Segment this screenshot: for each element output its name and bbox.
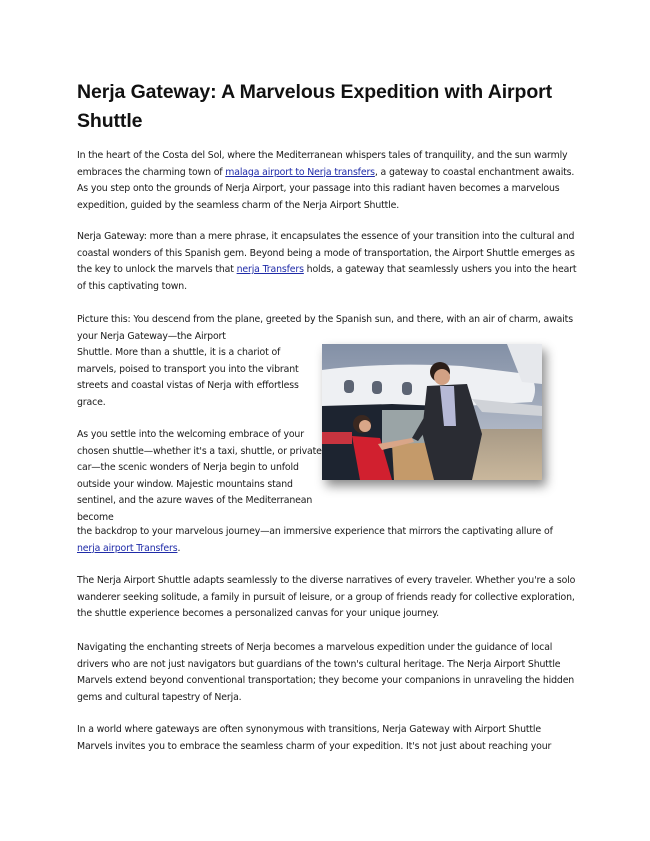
jet-window <box>402 382 412 395</box>
paragraph-text: , a gateway to coastal enchantment awaits. As you step onto the grounds of Nerja Airport, your passage into this radiant haven becomes a marvelous expedition, guided by the seamless charm of the Nerja Airport Shuttle. <box>77 166 575 211</box>
woman-face <box>359 420 371 432</box>
page-title: Nerja Gateway: A Marvelous Expedition with Airport Shuttle <box>77 81 553 132</box>
paragraph-settle-in: As you settle into the welcoming embrace of your chosen shuttle—whether it's a taxi, shuttle, or private car—the scenic wonders of Nerja begin to unfold outside your window. Majestic mountains stand sentinel, and the azure waves of the Mediterranean become <box>77 429 322 523</box>
paragraph-text: . <box>177 542 181 554</box>
paragraph-gateway <box>77 229 577 295</box>
paragraph-picture-this-continued: Shuttle. More than a shuttle, it is a chariot of marvels, poised to transport you into the vibrant streets and coastal vistas of Nerja with effortless grace. <box>77 347 299 408</box>
paragraph-navigating: Navigating the enchanting streets of Nerja becomes a marvelous expedition under the guidance of local drivers who are not just navigators but guardians of the town's cultural heritage. The Nerja Airport Shuttle Marvels extend beyond conventional transportation; they become your companions in unraveling the hidden gems and cultural tapestry of Nerja. <box>77 642 575 703</box>
car-taillight <box>322 432 352 444</box>
paragraph-text: Nerja Gateway: more than a mere phrase, it encapsulates the essence of your transition into the cultural and coastal wonders of this Spanish gem. Beyond being a mode of transportation, the Airport Shuttle emerges as the key to unlock the marvels that <box>77 231 575 276</box>
paragraph-picture-this: Picture this: You descend from the plane, greeted by the Spanish sun, and there, with an air of charm, awaits your Nerja Gateway—the Airport <box>77 314 573 342</box>
jet-window <box>372 381 382 394</box>
shuttle-photo <box>322 344 542 480</box>
paragraph-world: In a world where gateways are often synonymous with transitions, Nerja Gateway with Airport Shuttle Marvels invites you to embrace the seamless charm of your expedition. It's not just about reaching your <box>77 724 552 752</box>
jet-window <box>344 380 354 393</box>
paragraph-adapts: The Nerja Airport Shuttle adapts seamlessly to the diverse narratives of every traveler. Whether you're a solo wanderer seeking solitude, a family in pursuit of leisure, or a group of friends ready for collective exploration, the shuttle experience becomes a personalized canvas for your unique journey. <box>77 575 576 620</box>
paragraph-text: In the heart of the Costa del Sol, where the Mediterranean whispers tales of tranquility, and the sun warmly embraces the charming town of <box>77 150 568 178</box>
photo-illustration <box>322 344 542 480</box>
paragraph-intro <box>77 148 577 214</box>
paragraph-settle-in-continued <box>77 524 577 557</box>
link-nerja-transfers[interactable]: nerja Transfers <box>236 264 304 276</box>
link-nerja-airport-transfers[interactable]: nerja airport Transfers <box>77 542 178 554</box>
man-face <box>434 369 450 385</box>
paragraph-text: holds, a gateway that seamlessly ushers you into the heart of this captivating town. <box>77 264 577 292</box>
link-malaga-airport-to-nerja-transfers[interactable]: malaga airport to Nerja transfers <box>225 166 375 178</box>
paragraph-text: the backdrop to your marvelous journey—an immersive experience that mirrors the captivating allure of <box>77 526 553 537</box>
